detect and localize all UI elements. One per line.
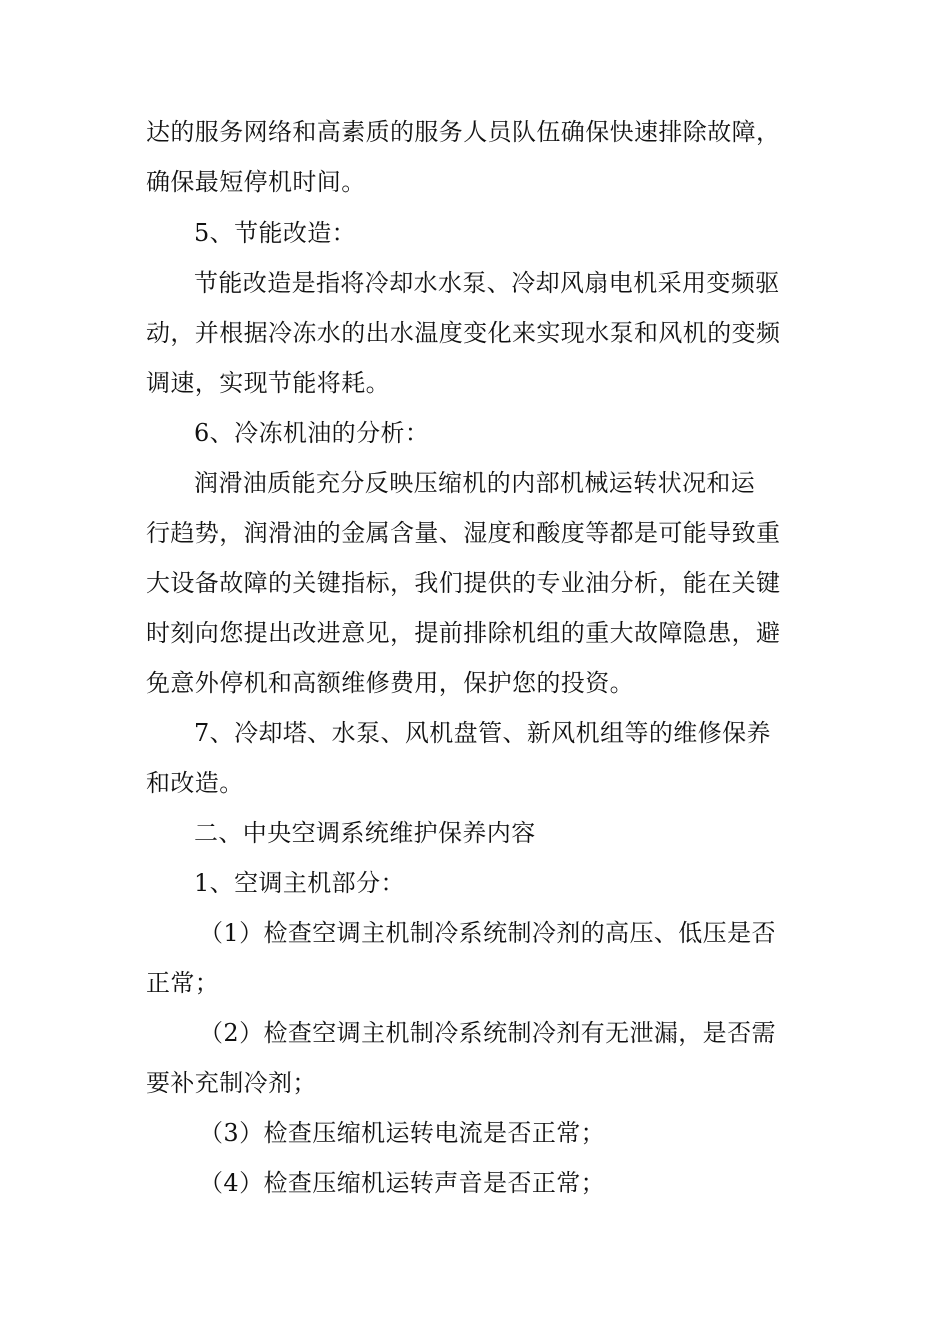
text-line: 和改造。 xyxy=(146,769,244,797)
text-line: 大设备故障的关键指标，我们提供的专业油分析，能在关键 xyxy=(146,569,781,597)
section-heading: 6、冷冻机油的分析： xyxy=(194,419,430,447)
list-item: （3）检查压缩机运转电流是否正常； xyxy=(199,1119,606,1147)
text-line: 动，并根据冷冻水的出水温度变化来实现水泵和风机的变频 xyxy=(146,319,781,347)
text-line: 达的服务网络和高素质的服务人员队伍确保快速排除故障， xyxy=(146,118,781,146)
text-line: 行趋势，润滑油的金属含量、湿度和酸度等都是可能导致重 xyxy=(146,519,781,547)
chapter-heading: 二、中央空调系统维护保养内容 xyxy=(194,819,536,847)
text-line: 节能改造是指将冷却水水泵、冷却风扇电机采用变频驱 xyxy=(194,269,780,297)
text-line: 时刻向您提出改进意见，提前排除机组的重大故障隐患，避 xyxy=(146,619,781,647)
list-item: （2）检查空调主机制冷系统制冷剂有无泄漏，是否需 xyxy=(199,1019,776,1047)
list-item: （1）检查空调主机制冷系统制冷剂的高压、低压是否 xyxy=(199,919,776,947)
text-line: 润滑油质能充分反映压缩机的内部机械运转状况和运 xyxy=(194,469,756,497)
text-line: 要补充制冷剂； xyxy=(146,1069,317,1097)
section-heading: 1、空调主机部分： xyxy=(194,869,405,897)
section-heading: 7、冷却塔、水泵、风机盘管、新风机组等的维修保养 xyxy=(194,719,771,747)
text-line: 正常； xyxy=(146,969,220,997)
list-item: （4）检查压缩机运转声音是否正常； xyxy=(199,1169,606,1197)
text-line: 确保最短停机时间。 xyxy=(146,168,366,196)
text-line: 免意外停机和高额维修费用，保护您的投资。 xyxy=(146,669,634,697)
section-heading: 5、节能改造： xyxy=(194,219,357,247)
text-line: 调速，实现节能将耗。 xyxy=(146,369,390,397)
